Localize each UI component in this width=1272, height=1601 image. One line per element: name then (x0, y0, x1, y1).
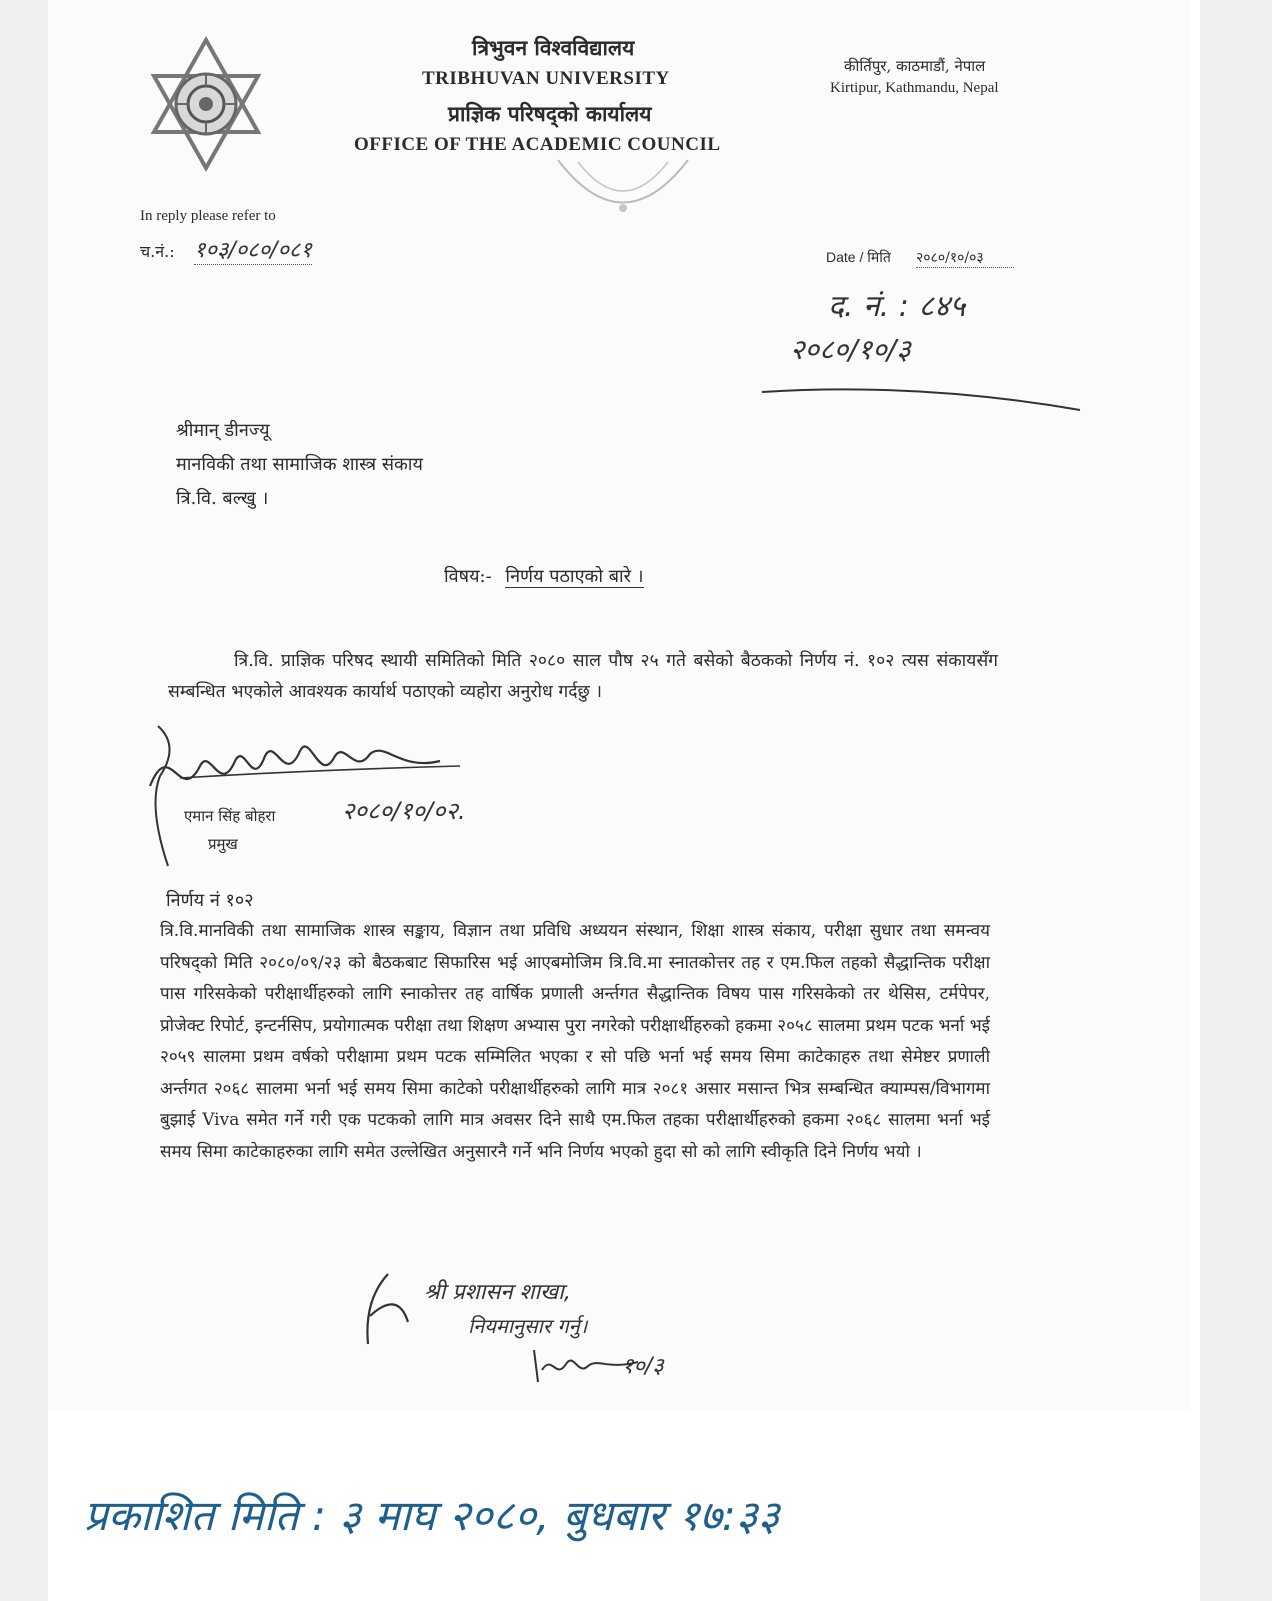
signatory-title: प्रमुख (208, 835, 238, 853)
ref-value: १०३/०८०/०८१ (194, 234, 312, 265)
dispatch-underline-icon (758, 370, 1088, 418)
office-stamp-icon (548, 150, 698, 240)
date-value: २०८०/१०/०३ (916, 248, 1014, 268)
university-emblem-icon (148, 36, 264, 172)
office-name-np: प्राज्ञिक परिषद्को कार्यालय (448, 101, 652, 126)
recipient-line-2: मानविकी तथा सामाजिक शास्त्र संकाय (176, 454, 423, 475)
decision-text: त्रि.वि.मानविकी तथा सामाजिक शास्त्र सङ्काय, विज्ञान तथा प्रविधि अध्ययन संस्थान, शिक्षा शास्त्र संकाय, परीक्षा सुधार तथा समन्वय परिषद्को मिति २०८०/०९/२३ को बैठकबाट सिफारिस भई आएबमोजिम त्रि.वि.मा स्नातकोत्तर तह र एम.फिल तहको सैद्धान्तिक परीक्षा पास गरिसकेको परीक्षार्थीहरुको लागि स्नाकोत्तर तह वार्षिक प्रणाली अर्न्तगत सैद्धान्तिक विषय पास गरिसकेको तर थेसिस, टर्मपेपर, प्रोजेक्ट रिपोर्ट, इन्टर्नसिप, प्रयोगात्मक परीक्षा तथा शिक्षण अभ्यास पुरा नगरेको परीक्षार्थीहरुको हकमा २०५८ सालमा प्रथम पटक भर्ना भई २०५९ सालमा प्रथम वर्षको परीक्षामा प्रथम पटक सम्मिलित भएका र सो पछि भर्ना भई समय सिमा काटेकाहरु तथा सेमेष्टर प्रणाली अर्न्तगत २०६८ सालमा भर्ना भई समय सिमा काटेको परीक्षार्थीहरुको लागि मात्र २०८१ असार मसान्त भित्र सम्बन्धित क्याम्पस/विभागमा बुझाई Viva समेत गर्ने गरी एक पटकको लागि मात्र अवसर दिने साथै एम.फिल तहका परीक्षार्थीहरुको हकमा २०६८ सालमा भर्ना भई समय सिमा काटेकाहरुका लागि समेत उल्लेखित अनुसारनै गर्ने भनि निर्णय भएको हुदा सो को लागि स्वीकृति दिने निर्णय भयो । (160, 921, 990, 1162)
subject-text: निर्णय पठाएको बारे । (505, 566, 644, 587)
reply-label: In reply please refer to (140, 208, 276, 224)
office-name-en: OFFICE OF THE ACADEMIC COUNCIL (354, 134, 721, 155)
body-paragraph: त्रि.वि. प्राज्ञिक परिषद स्थायी समितिको मिति २०८० साल पौष २५ गते बसेको बैठकको निर्णय नं. १०२ त्यस संकायसँग सम्बन्धित भएकोले आवश्यक कार्यार्थ पठाएको व्यहोरा अनुरोध गर्दछु । (168, 651, 998, 702)
letter-document (48, 0, 1190, 1410)
handwritten-note-line-2: नियमानुसार गर्नु। (468, 1314, 588, 1338)
dispatch-number: द. नं. : ८४५ (828, 289, 966, 324)
handwritten-note-line-3: १०/३ (622, 1354, 664, 1379)
recipient-line-1: श्रीमान् डीनज्यू (176, 420, 270, 441)
subject-label: विषय:- (444, 566, 492, 587)
handwritten-mark-icon (358, 1270, 420, 1350)
handwritten-note-line-1: श्री प्रशासन शाखा, (424, 1280, 571, 1305)
dispatch-date: २०८०/१०/३ (790, 333, 911, 366)
university-name-en: TRIBHUVAN UNIVERSITY (422, 68, 670, 89)
date-label: Date / मिति (826, 249, 891, 265)
university-name-np: त्रिभुवन विश्वविद्यालय (472, 35, 635, 60)
decision-heading: निर्णय नं १०२ (166, 890, 254, 911)
address-en: Kirtipur, Kathmandu, Nepal (830, 80, 999, 96)
address-np: कीर्तिपुर, काठमाडौं, नेपाल (844, 57, 986, 75)
recipient-line-3: त्रि.वि. बल्खु । (176, 488, 269, 509)
subject-line (444, 564, 644, 588)
signed-date: २०८०/१०/०२. (342, 797, 466, 825)
published-date: प्रकाशित मिति : ३ माघ २०८०, बुधबार १७:३३ (84, 1491, 780, 1540)
ref-label: च.नं.: (140, 242, 175, 261)
signatory-name: एमान सिंह बोहरा (184, 807, 276, 825)
